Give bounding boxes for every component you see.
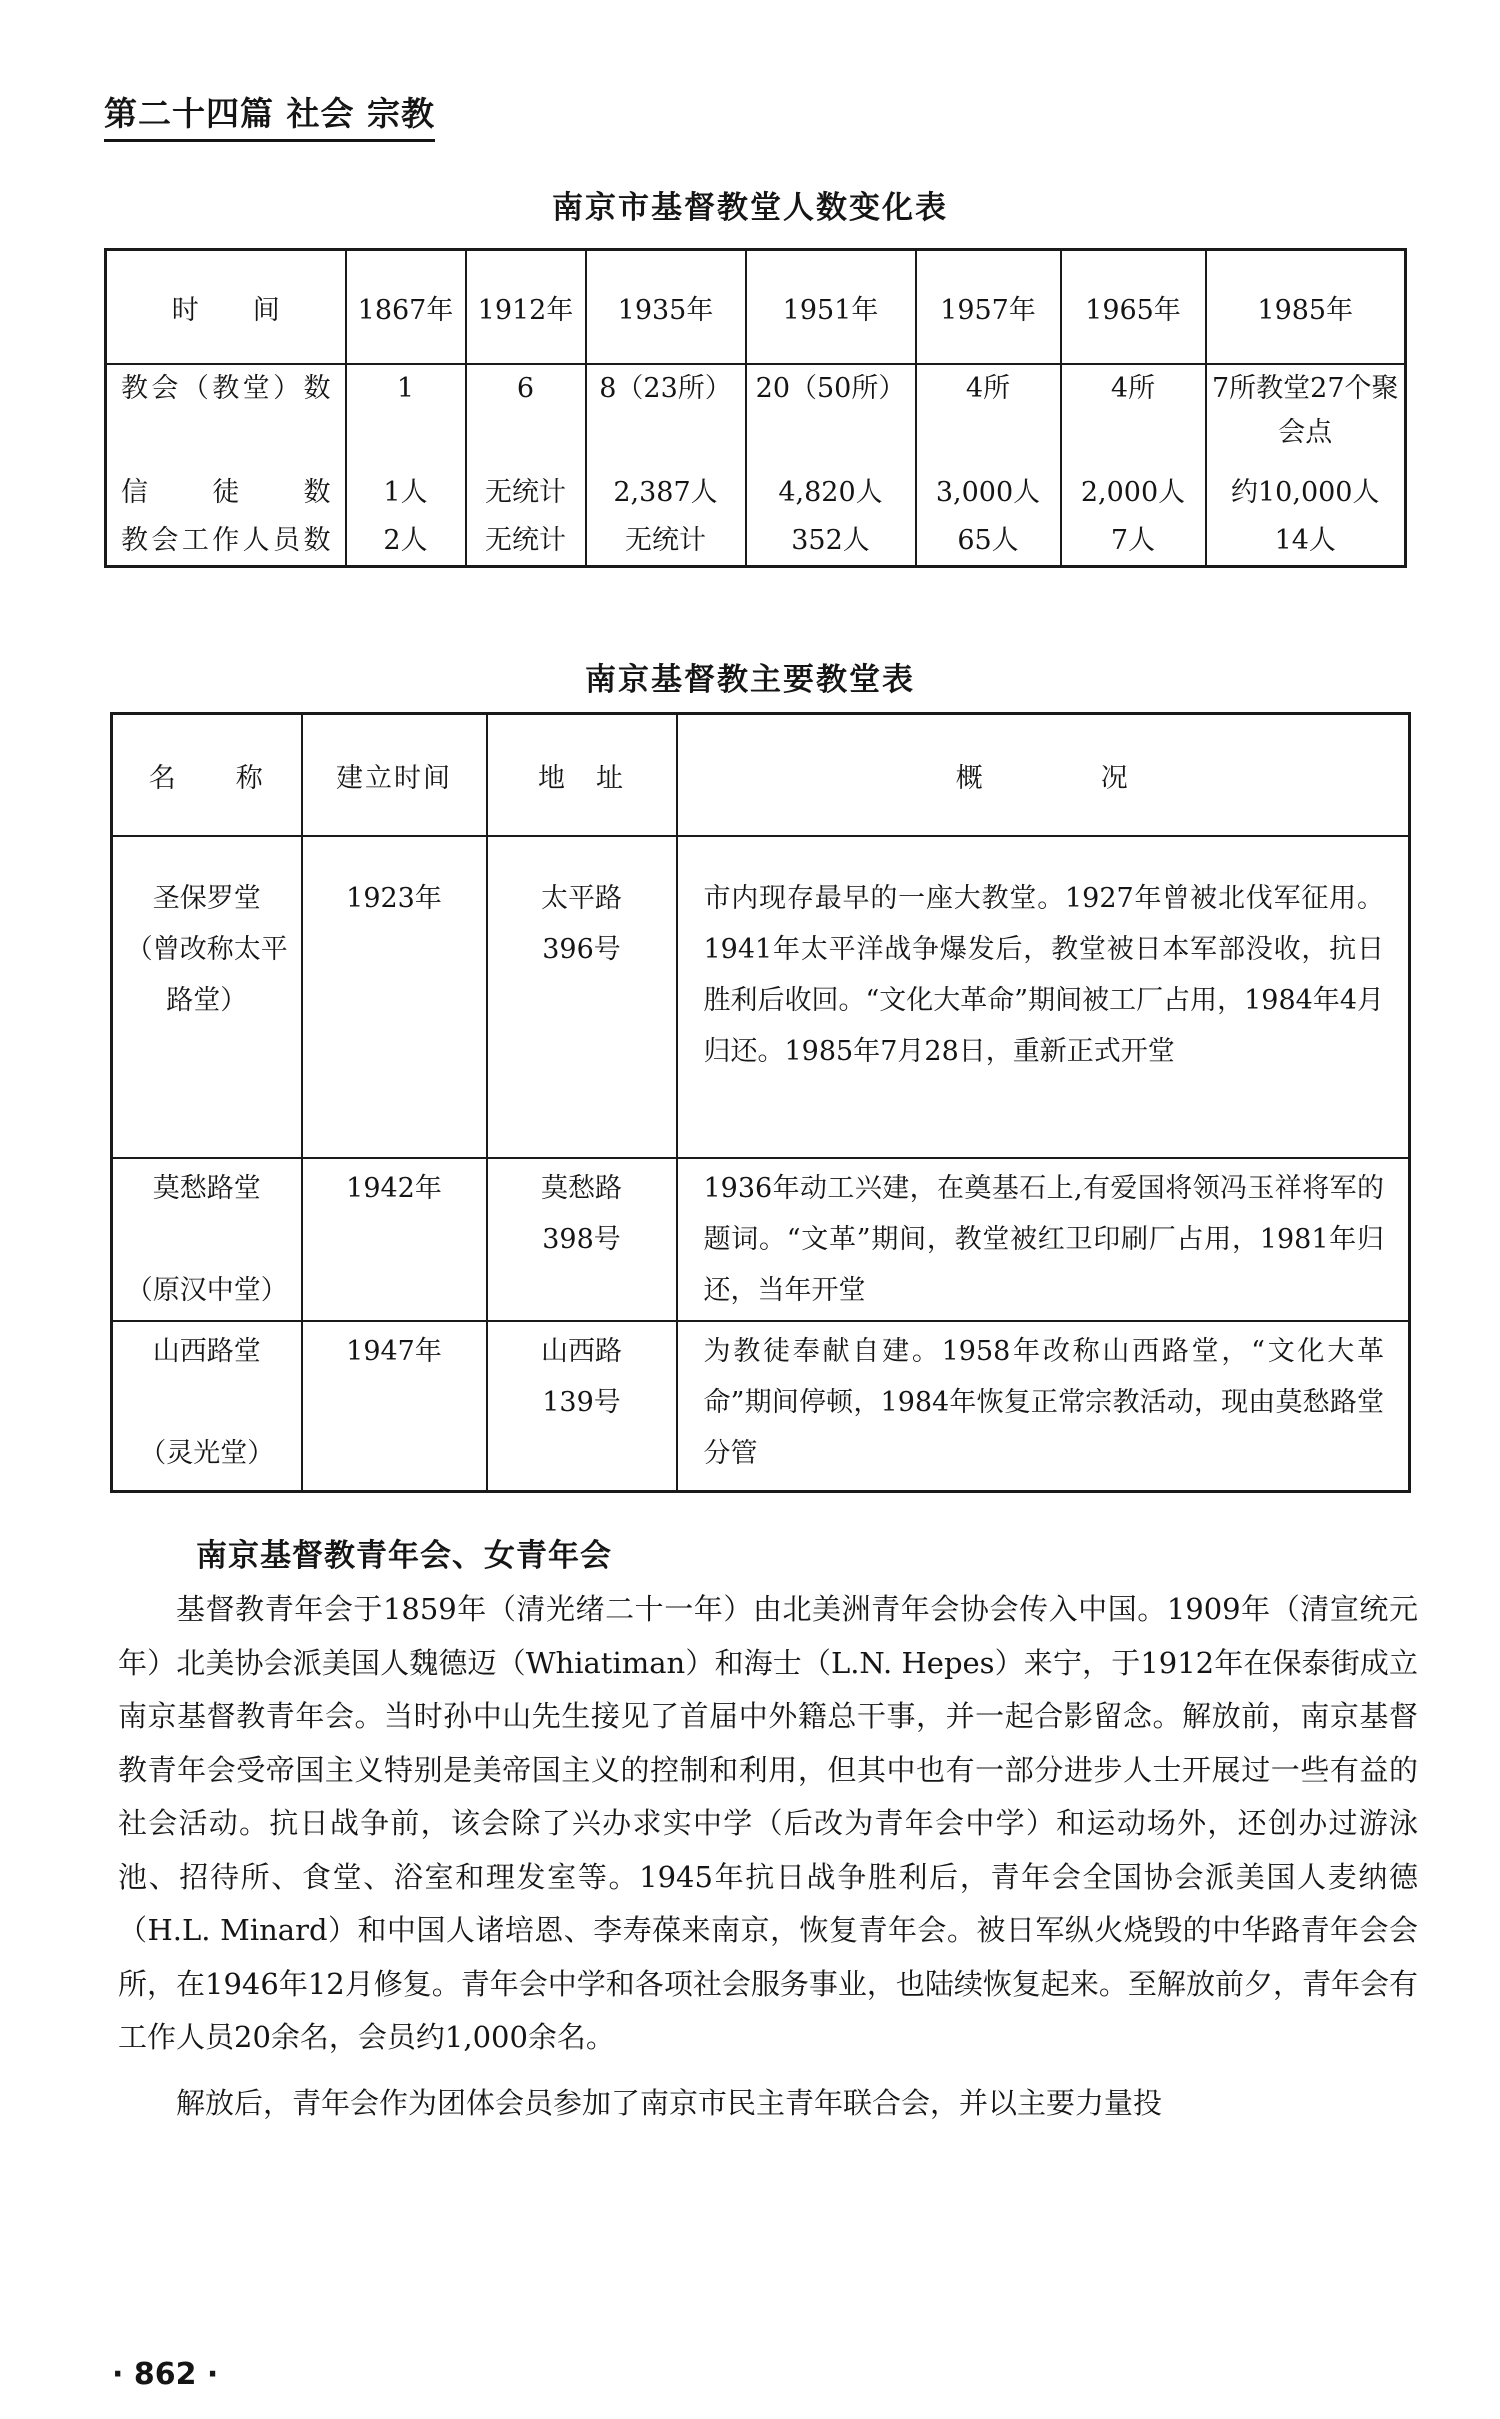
table1-year-header: 1965年 bbox=[1061, 250, 1206, 365]
church-description: 1936年动工兴建，在奠基石上,有爱国将领冯玉祥将军的题词。“文革”期间，教堂被红卫印刷厂占用，1981年归还，当年开堂 bbox=[677, 1158, 1410, 1321]
church-address-street: 太平路 bbox=[541, 883, 622, 914]
church-founded: 1923年 bbox=[302, 836, 487, 1158]
church-name-cell bbox=[112, 1321, 302, 1492]
table-row bbox=[112, 836, 1410, 1158]
table1-header-label: 时 间 bbox=[106, 250, 346, 365]
table1-year-header: 1912年 bbox=[466, 250, 586, 365]
table-cell: 无统计 bbox=[466, 469, 586, 517]
church-address-number: 139号 bbox=[542, 1387, 621, 1418]
church-address-street: 山西路 bbox=[541, 1336, 622, 1367]
paragraph: 解放后，青年会作为团体会员参加了南京市民主青年联合会，并以主要力量投 bbox=[176, 2085, 1163, 2120]
table-row bbox=[112, 1321, 1410, 1492]
cell-spacer bbox=[119, 1214, 295, 1265]
table-cell: 无统计 bbox=[586, 517, 746, 567]
church-address-cell bbox=[487, 1158, 677, 1321]
table-row bbox=[106, 469, 1406, 517]
table1-year-header: 1985年 bbox=[1206, 250, 1406, 365]
major-churches-table bbox=[110, 712, 1411, 1493]
table1-header-row bbox=[106, 250, 1406, 365]
running-header: 第二十四篇 社会 宗教 bbox=[104, 88, 435, 142]
table-cell: 1人 bbox=[346, 469, 466, 517]
table-cell: 无统计 bbox=[466, 517, 586, 567]
paragraph: 基督教青年会于1859年（清光绪二十一年）由北美洲青年会协会传入中国。1909年（清宣统元年）北美协会派美国人魏德迈（Whiatiman）和海士（L.N. Hepes）来宁，于1912年在保泰街成立南京基督教青年会。当时孙中山先生接见了首届中外籍总干事，并一起合影留念。解放前，南京基督教青年会受帝国主义特别是美帝国主义的控制和利用，但其中也有一部分进步人士开展过一些有益的社会活动。抗日战争前，该会除了兴办求实中学（后改为青年会中学）和运动场外，还创办过游泳池、招待所、食堂、浴室和理发室等。1945年抗日战争胜利后，青年会全国协会派美国人麦纳德（H.L. Minard）和中国人诸培恩、李寿葆来南京，恢复青年会。被日军纵火烧毁的中华路青年会会所，在1946年12月修复。青年会中学和各项社会服务事业，也陆续恢复起来。至解放前夕，青年会有工作人员20余名，会员约1,000余名。 bbox=[118, 1592, 1418, 2054]
table-cell: 1 bbox=[346, 364, 466, 469]
table-row bbox=[106, 364, 1406, 469]
church-address-number: 396号 bbox=[542, 934, 621, 965]
table-cell: 7所教堂27个聚会点 bbox=[1206, 364, 1406, 469]
table2-header-address: 地 址 bbox=[487, 714, 677, 837]
church-description: 为教徒奉献自建。1958年改称山西路堂，“文化大革命”期间停顿，1984年恢复正常宗教活动，现由莫愁路堂分管 bbox=[677, 1321, 1410, 1492]
table1-year-header: 1935年 bbox=[586, 250, 746, 365]
church-name-note: （原汉中堂） bbox=[125, 1275, 288, 1306]
body-text bbox=[118, 1583, 1418, 2130]
church-founded: 1942年 bbox=[302, 1158, 487, 1321]
table-row bbox=[112, 1158, 1410, 1321]
church-name: 圣保罗堂 bbox=[152, 883, 261, 914]
row-label-believers: 信 徒 数 bbox=[106, 469, 346, 517]
table-cell: 65人 bbox=[916, 517, 1061, 567]
church-name: 莫愁路堂 bbox=[152, 1173, 261, 1204]
page-number: · 862 · bbox=[112, 2357, 219, 2392]
table1-year-header: 1951年 bbox=[746, 250, 916, 365]
table-cell: 3,000人 bbox=[916, 469, 1061, 517]
table1-year-header: 1867年 bbox=[346, 250, 466, 365]
church-name: 山西路堂 bbox=[152, 1336, 261, 1367]
table-cell: 2,387人 bbox=[586, 469, 746, 517]
table-cell: 4所 bbox=[1061, 364, 1206, 469]
church-address-cell bbox=[487, 1321, 677, 1492]
table2-header-name: 名 称 bbox=[112, 714, 302, 837]
table-cell: 7人 bbox=[1061, 517, 1206, 567]
table-cell: 4所 bbox=[916, 364, 1061, 469]
row-label-workers: 教会工作人员数 bbox=[106, 517, 346, 567]
row-label-churches: 教会（教堂）数 bbox=[106, 364, 346, 469]
table-cell: 2,000人 bbox=[1061, 469, 1206, 517]
table-cell: 20（50所） bbox=[746, 364, 916, 469]
cell-spacer bbox=[119, 1377, 295, 1428]
church-address-street: 莫愁路 bbox=[541, 1173, 622, 1204]
table2-header-overview: 概 况 bbox=[677, 714, 1410, 837]
table1-title: 南京市基督教堂人数变化表 bbox=[552, 190, 948, 226]
table-cell: 8（23所） bbox=[586, 364, 746, 469]
church-name-note: （曾改称太平路堂） bbox=[125, 934, 288, 1016]
table-cell: 352人 bbox=[746, 517, 916, 567]
church-address-cell bbox=[487, 836, 677, 1158]
church-founded: 1947年 bbox=[302, 1321, 487, 1492]
table2-title: 南京基督教主要教堂表 bbox=[585, 662, 915, 698]
table-cell: 约10,000人 bbox=[1206, 469, 1406, 517]
table-cell: 2人 bbox=[346, 517, 466, 567]
section-heading: 南京基督教青年会、女青年会 bbox=[196, 1538, 612, 1574]
table-cell: 6 bbox=[466, 364, 586, 469]
church-name-cell bbox=[112, 836, 302, 1158]
church-description: 市内现存最早的一座大教堂。1927年曾被北伐军征用。1941年太平洋战争爆发后，教堂被日本军部没收，抗日胜利后收回。“文化大革命”期间被工厂占用，1984年4月归还。1985年7月28日，重新正式开堂 bbox=[677, 836, 1410, 1158]
table-row bbox=[106, 517, 1406, 567]
church-address-number: 398号 bbox=[542, 1224, 621, 1255]
table-cell: 4,820人 bbox=[746, 469, 916, 517]
church-name-cell bbox=[112, 1158, 302, 1321]
table-cell: 14人 bbox=[1206, 517, 1406, 567]
table2-header-row bbox=[112, 714, 1410, 837]
table2-header-founded: 建立时间 bbox=[302, 714, 487, 837]
church-name-note: （灵光堂） bbox=[139, 1438, 275, 1469]
table1-year-header: 1957年 bbox=[916, 250, 1061, 365]
church-membership-table bbox=[104, 248, 1407, 568]
